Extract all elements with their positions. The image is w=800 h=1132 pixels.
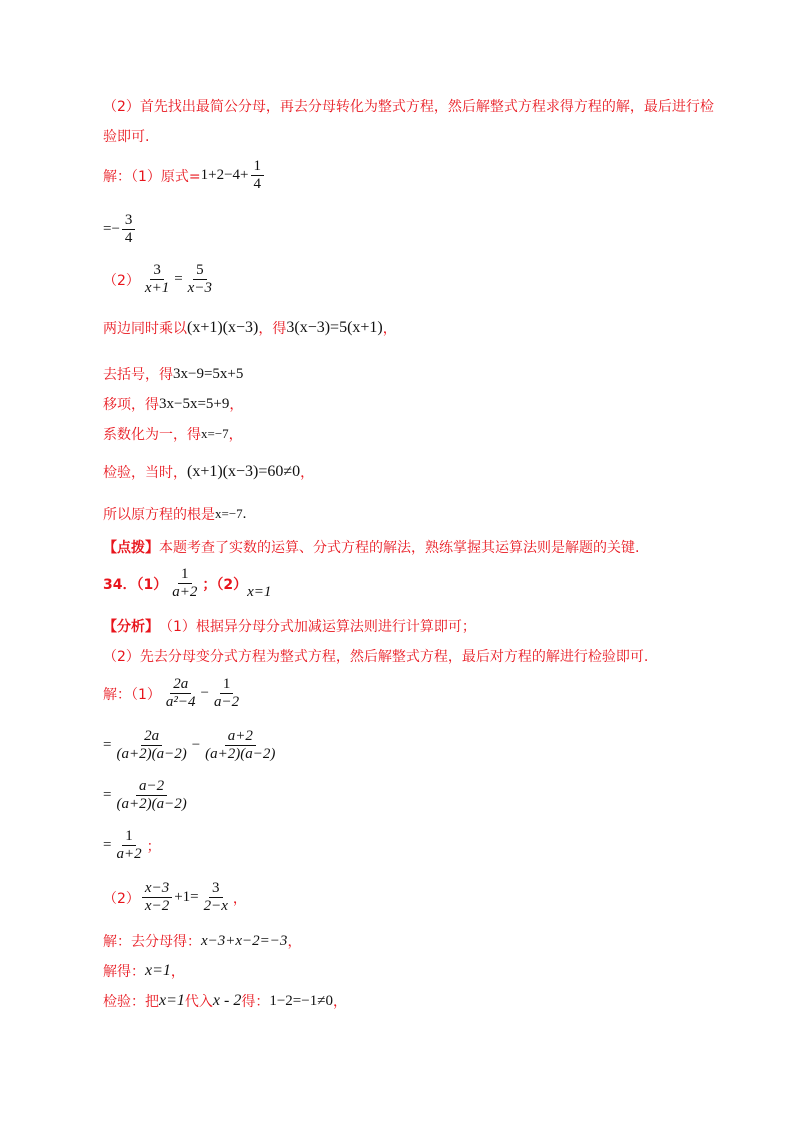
q34-number: 34．（1）: [103, 576, 168, 593]
minus-sign: −: [191, 737, 201, 753]
solution-1-expression: 1+2−4+: [200, 167, 249, 183]
fraction-3-4: $\frac{3}{4}$: [122, 212, 136, 247]
fenxi-text: （1）根据异分母分式加减运算法则进行计算即可；: [159, 619, 476, 635]
fraction-2a-over-a2-minus-4: $\frac{2a}{\text{a²−4}}$: [165, 676, 196, 710]
comma: ，: [229, 397, 244, 413]
step3-text-2: 代入: [184, 994, 213, 1010]
fenxi-line-2: [103, 646, 648, 666]
fraction-a-minus-2-over-product: $\frac{a-2}{(a+2)(a-2)}$: [116, 778, 187, 812]
analysis-text-1: （2）首先找出最简公分母，再去分母转化为整式方程，然后解整式方程求得方程的解，最后进行检: [103, 99, 714, 115]
fraction-3-over-2-x: $\frac{3}{2-x}$: [203, 880, 228, 914]
q34-answer-line: [103, 566, 271, 601]
solution-1-prefix: 解：（1）原式=: [103, 168, 201, 185]
part-2-q34-line: [103, 880, 247, 915]
equals-sign: =: [103, 837, 112, 853]
step3-expression-2: x - 2: [212, 992, 242, 1009]
root-line: [103, 504, 246, 524]
step1-text: 解：去分母得：: [103, 934, 201, 950]
step3-text-1: 检验：把: [103, 994, 159, 1010]
comma: ，: [287, 934, 302, 950]
part-2-equation-line: [103, 262, 217, 297]
solution-34-prefix: 解：（1）: [103, 686, 161, 703]
fraction-a-plus-2-over-product: $\frac{a+2}{(a+2)(a-2)}$: [205, 728, 276, 762]
solution-1-line: [103, 158, 266, 193]
step3-expression-3: 1−2=−1≠0: [269, 992, 333, 1009]
part-2-label: （2）: [103, 890, 140, 907]
comma: ，: [170, 964, 185, 980]
step1-line: [103, 931, 301, 951]
comma: ，: [382, 321, 397, 337]
move-line: [103, 394, 243, 414]
equals-sign: =: [103, 737, 112, 753]
q34-separator: ；（2）: [202, 576, 248, 593]
dianbo-label: 【点拨】: [103, 540, 159, 556]
dianbo-text: 本题考查了实数的运算、分式方程的解法，熟练掌握其运算法则是解题的关键.: [159, 540, 640, 556]
move-expression: 3x−5x=5+9: [159, 395, 230, 412]
fenxi-line: [103, 616, 476, 636]
step3-text-3: 得：: [241, 994, 270, 1010]
q34-answer-2: x=1: [247, 584, 272, 600]
check-line: [103, 462, 314, 482]
multiply-result: 3(x−3)=5(x+1): [286, 319, 383, 336]
de-text: ，得: [258, 321, 287, 337]
semicolon: ；: [146, 838, 161, 855]
minus-sign: −: [200, 685, 210, 701]
comma: ，: [228, 427, 243, 443]
root-expression: x=−7: [215, 506, 243, 521]
fenxi-text-2: （2）先去分母变分式方程为整式方程，然后解整式方程，最后对方程的解进行检验即可.: [103, 649, 649, 665]
comma: ，: [332, 994, 347, 1010]
analysis-text-2: 验即可.: [103, 129, 150, 145]
period: .: [242, 505, 247, 522]
analysis-line-2: [103, 126, 149, 146]
plus-one-equals: +1=: [174, 889, 199, 905]
step3-line: [103, 991, 347, 1011]
part-2-label: （2）: [103, 272, 140, 289]
step2-expression: x=1: [145, 962, 171, 979]
solution-1-result-line: [103, 212, 137, 247]
root-text: 所以原方程的根是: [103, 507, 215, 523]
fraction-1-over-a-plus-2-result: $\frac{1}{a+2}$: [116, 828, 142, 862]
coefficient-line: [103, 424, 243, 444]
move-text: 移项，得: [103, 397, 159, 413]
step1-expression: x−3+x−2=−3: [201, 932, 288, 949]
fraction-2a-over-product: $\frac{2a}{(a+2)(a-2)}$: [116, 728, 187, 762]
equals-negative: =−: [103, 221, 120, 237]
fraction-x-3-over-x-2: $\frac{x-3}{x-2}$: [142, 880, 172, 915]
fraction-1-over-a-minus-2: $\frac{1}{a-2}$: [214, 676, 240, 710]
bracket-line: [103, 364, 243, 384]
comma: ，: [300, 465, 315, 481]
bracket-expression: 3x−9=5x+5: [173, 365, 244, 382]
coefficient-text: 系数化为一，得: [103, 427, 201, 443]
comma: ，: [232, 890, 247, 907]
fenxi-label: 【分析】: [103, 619, 159, 635]
multiply-line: [103, 318, 397, 338]
multiply-text: 两边同时乘以: [103, 321, 187, 337]
equals-sign: =: [103, 787, 112, 803]
solution-34-line: [103, 676, 244, 711]
step-b-line: [103, 778, 192, 813]
equals-sign: =: [174, 271, 183, 287]
dianbo-line: [103, 537, 639, 557]
multiply-expression: (x+1)(x−3): [187, 319, 259, 336]
analysis-line-1: [103, 96, 714, 116]
step2-line: [103, 961, 185, 981]
fraction-5-over-x-minus-3: $\frac{5}{x-3}$: [187, 262, 212, 296]
fraction-1-over-a-plus-2: $\frac{1}{a+2}$: [172, 566, 198, 600]
step-c-line: [103, 828, 161, 863]
fraction-1-4: $\frac{1}{4}$: [251, 158, 265, 193]
coefficient-expression: x=−7: [201, 426, 229, 441]
step3-expression-1: x=1: [159, 992, 185, 1009]
bracket-text: 去括号，得: [103, 367, 173, 383]
step2-text: 解得：: [103, 964, 145, 980]
check-text: 检验，当时，: [103, 465, 187, 481]
check-expression: (x+1)(x−3)=60≠0: [187, 463, 301, 480]
fraction-3-over-x-plus-1: $\frac{3}{x+1}$: [144, 262, 170, 296]
step-a-line: [103, 728, 280, 763]
